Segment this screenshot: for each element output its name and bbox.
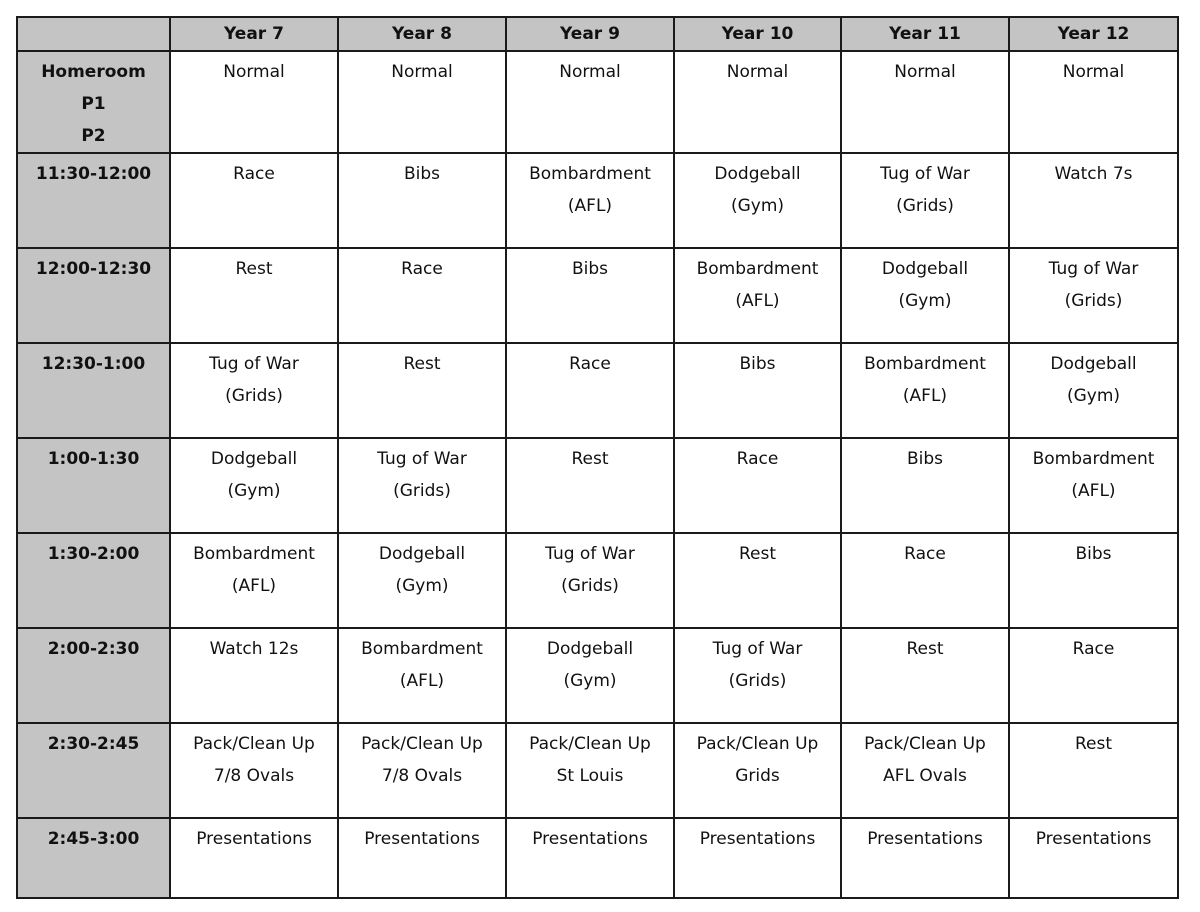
activity-text: Presentations [364,829,480,849]
activity-text: (Gym) [730,196,785,216]
activity-text: Pack/Clean Up [864,734,986,754]
activity-cell [506,51,674,153]
activity-cell [841,723,1009,818]
activity-text: Watch 7s [1054,164,1133,184]
activity-text: Bibs [739,354,776,374]
activity-text: Tug of War [880,164,970,184]
activity-text: Bombardment [529,164,651,184]
activity-text: Normal [726,62,789,82]
activity-cell [841,818,1009,898]
table-row [17,533,1178,628]
time-slot-text: 2:30-2:45 [47,734,140,754]
activity-text: Dodgeball [714,164,801,184]
time-slot-text: 2:45-3:00 [47,829,140,849]
time-slot-text: 2:00-2:30 [47,639,140,659]
activity-cell [1009,248,1178,343]
activity-text: (Grids) [1064,291,1123,311]
activity-cell [674,343,841,438]
table-row [17,723,1178,818]
header-row [17,17,1178,51]
activity-text: (Gym) [563,671,617,691]
time-slot-text: 12:30-1:00 [41,354,146,374]
activity-text: (Gym) [1066,386,1121,406]
activity-text: Race [233,164,275,184]
activity-text: 7/8 Ovals [213,766,295,786]
activity-text: Rest [1074,734,1113,754]
activity-text: Pack/Clean Up [696,734,819,754]
activity-cell [170,438,338,533]
activity-cell [170,248,338,343]
table-row [17,818,1178,898]
activity-text: Presentations [196,829,312,849]
activity-cell [674,153,841,248]
activity-text: Presentations [699,829,816,849]
activity-cell [170,723,338,818]
activity-text: Grids [735,766,780,786]
activity-text: (Grids) [225,386,283,406]
activity-cell [674,533,841,628]
time-slot-text: 12:00-12:30 [35,259,152,279]
time-slot-text: Homeroom [41,62,146,82]
activity-cell [338,628,506,723]
activity-cell [338,533,506,628]
activity-text: (AFL) [399,671,445,691]
activity-text: Tug of War [712,639,803,659]
time-slot-label [17,343,170,438]
activity-cell [338,51,506,153]
activity-cell [841,628,1009,723]
activity-text: Race [736,449,779,469]
activity-cell [338,818,506,898]
activity-text: Bibs [906,449,944,469]
activity-text: Bibs [571,259,609,279]
activity-cell [338,723,506,818]
activity-text: Normal [223,62,285,82]
activity-text: (AFL) [902,386,948,406]
activity-cell [506,438,674,533]
time-slot-label [17,153,170,248]
time-slot-text: 1:00-1:30 [47,449,140,469]
activity-cell [338,153,506,248]
table-row [17,628,1178,723]
activity-cell [170,628,338,723]
activity-text: Pack/Clean Up [193,734,315,754]
activity-cell [841,533,1009,628]
activity-cell [1009,343,1178,438]
activity-cell [170,153,338,248]
activity-cell [506,153,674,248]
activity-cell [338,343,506,438]
activity-text: Bombardment [864,354,986,374]
activity-text: Normal [391,62,453,82]
time-slot-text: 1:30-2:00 [47,544,140,564]
activity-cell [674,51,841,153]
header-year-10: Year 10 [674,17,841,51]
activity-text: Presentations [532,829,648,849]
activity-cell [674,248,841,343]
activity-text: Dodgeball [881,259,969,279]
activity-text: (Grids) [561,576,619,596]
activity-text: Rest [571,449,609,469]
activity-text: Normal [894,62,956,82]
activity-text: Normal [1062,62,1125,82]
activity-text: Race [401,259,443,279]
activity-text: Dodgeball [1050,354,1137,374]
activity-cell [338,438,506,533]
activity-text: Pack/Clean Up [361,734,483,754]
activity-text: Tug of War [545,544,635,564]
activity-text: (Grids) [896,196,954,216]
header-year-11: Year 11 [841,17,1009,51]
time-slot-label [17,628,170,723]
time-slot-label [17,438,170,533]
activity-cell [674,438,841,533]
header-year-9: Year 9 [506,17,674,51]
time-slot-label [17,248,170,343]
activity-text: (Gym) [395,576,449,596]
activity-cell [170,343,338,438]
table-row [17,248,1178,343]
activity-text: Bombardment [193,544,315,564]
activity-cell [506,533,674,628]
activity-text: Bibs [1075,544,1112,564]
activity-cell [506,343,674,438]
activity-text: (AFL) [231,576,277,596]
time-slot-label [17,533,170,628]
activity-text: 7/8 Ovals [381,766,463,786]
activity-cell [506,723,674,818]
activity-cell [1009,533,1178,628]
time-slot-label [17,723,170,818]
activity-cell [841,153,1009,248]
activity-text: Dodgeball [546,639,634,659]
activity-text: Race [569,354,611,374]
activity-cell [674,628,841,723]
activity-text: Presentations [1035,829,1152,849]
activity-cell [841,248,1009,343]
activity-text: (Grids) [393,481,451,501]
activity-text: Rest [235,259,273,279]
activity-text: (AFL) [735,291,780,311]
activity-text: Rest [738,544,777,564]
activity-cell [170,818,338,898]
time-slot-text: 11:30-12:00 [35,164,152,184]
header-year-8: Year 8 [338,17,506,51]
activity-text: AFL Ovals [883,766,967,786]
activity-cell [1009,51,1178,153]
activity-text: Race [904,544,946,564]
activity-text: Dodgeball [378,544,466,564]
activity-text: Dodgeball [210,449,298,469]
activity-cell [841,51,1009,153]
activity-text: Rest [906,639,944,659]
table-row [17,51,1178,153]
table-row [17,153,1178,248]
activity-cell [674,818,841,898]
table-row [17,343,1178,438]
activity-text: Normal [559,62,621,82]
activity-text: Pack/Clean Up [529,734,651,754]
activity-text: Bombardment [696,259,819,279]
activity-text: Bombardment [361,639,483,659]
activity-text: (Grids) [728,671,787,691]
time-slot-label [17,818,170,898]
schedule-table [16,16,1179,899]
activity-text: (AFL) [567,196,613,216]
activity-text: (AFL) [1071,481,1116,501]
time-slot-text: P2 [81,126,106,146]
activity-cell [338,248,506,343]
activity-cell [1009,723,1178,818]
time-slot-text: P1 [81,94,106,114]
activity-cell [674,723,841,818]
activity-text: Race [1072,639,1115,659]
activity-cell [506,248,674,343]
activity-text: Presentations [867,829,983,849]
header-year-12: Year 12 [1009,17,1178,51]
activity-text: St Louis [556,766,624,786]
activity-cell [170,533,338,628]
activity-text: Rest [403,354,441,374]
activity-text: Watch 12s [209,639,299,659]
activity-text: (Gym) [227,481,281,501]
time-slot-label [17,51,170,153]
activity-cell [841,343,1009,438]
activity-text: Bibs [403,164,441,184]
activity-cell [1009,818,1178,898]
activity-cell [170,51,338,153]
table-row [17,438,1178,533]
activity-text: Bombardment [1032,449,1155,469]
activity-text: Tug of War [377,449,467,469]
corner-cell [17,17,170,51]
activity-text: Tug of War [1048,259,1139,279]
activity-cell [1009,628,1178,723]
activity-cell [841,438,1009,533]
activity-cell [506,628,674,723]
activity-cell [506,818,674,898]
activity-text: Tug of War [209,354,299,374]
activity-cell [1009,438,1178,533]
header-year-7: Year 7 [170,17,338,51]
activity-cell [1009,153,1178,248]
activity-text: (Gym) [898,291,952,311]
